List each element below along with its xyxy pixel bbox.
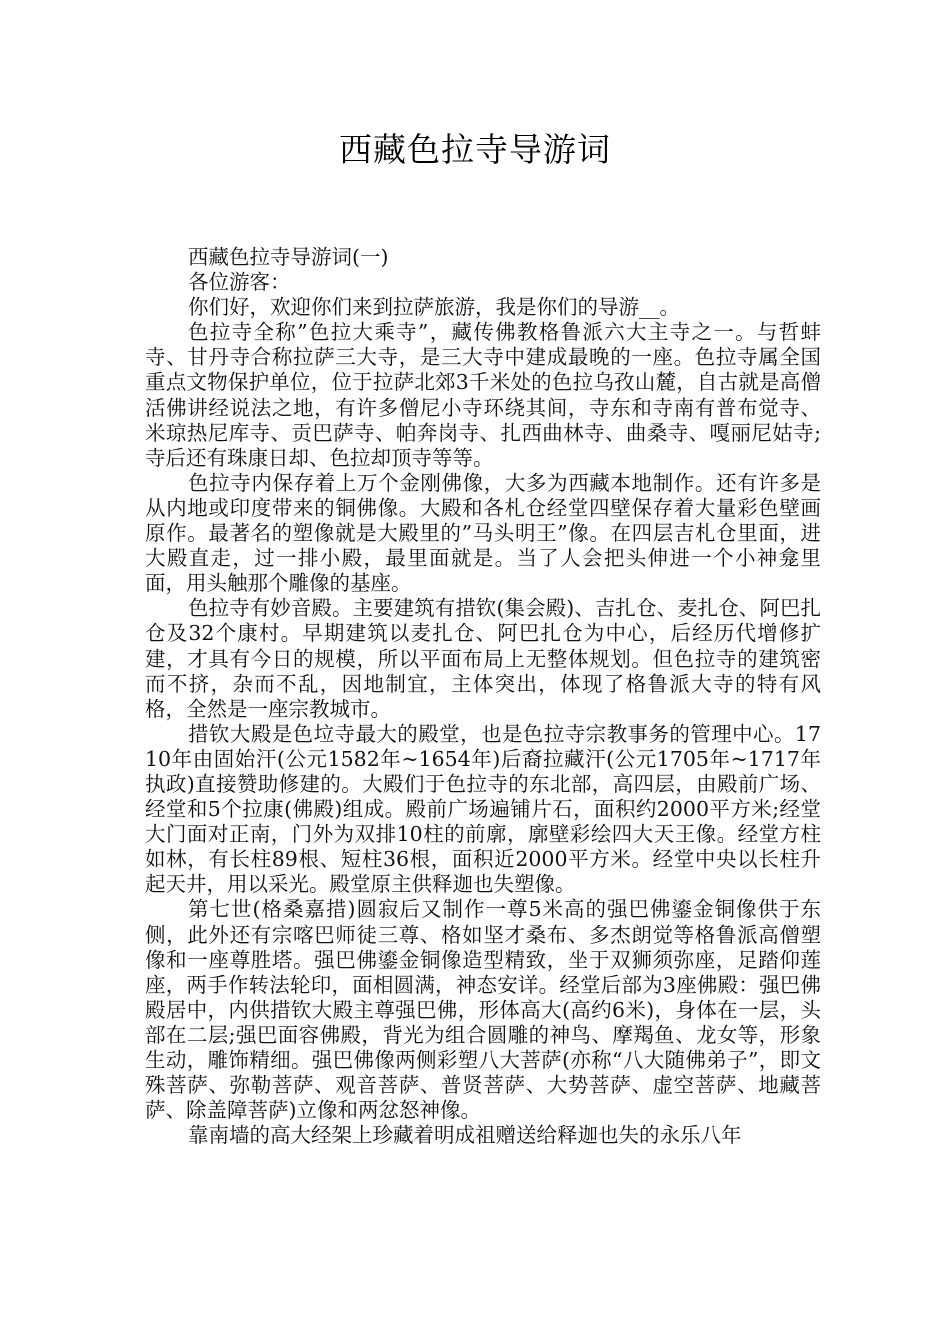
document-body bbox=[145, 245, 821, 1148]
document-title: 西藏色拉寺导游词 bbox=[339, 130, 611, 169]
paragraph: 西藏色拉寺导游词(一) bbox=[188, 245, 389, 269]
paragraph: 色拉寺全称”色拉大乘寺”，藏传佛教格鲁派六大主寺之一。与哲蚌寺、甘丹寺合称拉萨三大寺，是三大寺中建成最晚的一座。色拉寺属全国重点文物保护单位，位于拉萨北郊3千米处的色拉乌孜山麓，自古就是高僧活佛讲经说法之地，有许多僧尼小寺环绕其间，寺东和寺南有普布觉寺、米琼热尼库寺、贡巴萨寺、帕奔岗寺、扎西曲林寺、曲桑寺、嘎丽尼姑寺;寺后还有珠康日却、色拉却顶寺等等。 bbox=[145, 320, 821, 470]
paragraph: 各位游客： bbox=[188, 270, 291, 295]
paragraph: 色拉寺内保存着上万个金刚佛像，大多为西藏本地制作。还有许多是从内地或印度带来的铜佛像。大殿和各札仓经堂四壁保存着大量彩色壁画原作。最著名的塑像就是大殿里的”马头明王”像。在四层吉札仓里面，进大殿直走，过一排小殿，最里面就是。当了人会把头伸进一个小神龛里面，用头触那个雕像的基座。 bbox=[145, 470, 821, 596]
paragraph: 色拉寺有妙音殿。主要建筑有措钦(集会殿)、吉扎仓、麦扎仓、阿巴扎仓及32个康村。早期建筑以麦扎仓、阿巴扎仓为中心，后经历代增修扩建，才具有今日的规模，所以平面布局上无整体规划。但色拉寺的建筑密而不挤，杂而不乱，因地制宜，主体突出，体现了格鲁派大寺的特有风格，全然是一座宗教城市。 bbox=[145, 596, 821, 721]
paragraph: 第七世(格桑嘉措)圆寂后又制作一尊5米高的强巴佛鎏金铜像供于东侧，此外还有宗喀巴师徒三尊、格如坚才桑布、多杰朗觉等格鲁派高僧塑像和一座尊胜塔。强巴佛鎏金铜像造型精致，坐于双狮须弥座，足踏仰莲座，两手作转法轮印，面相圆满，神态安详。经堂后部为3座佛殿：强巴佛殿居中，内供措钦大殿主尊强巴佛，形体高大(高约6米)，身体在一层，头部在二层;强巴面容佛殿，背光为组合圆雕的神鸟、摩羯鱼、龙女等，形象生动，雕饰精细。强巴佛像两侧彩塑八大菩萨(亦称“八大随佛弟子”，即文殊菩萨、弥勒菩萨、观音菩萨、普贤菩萨、大势菩萨、虚空菩萨、地藏菩萨、除盖障菩萨)立像和两忿怒神像。 bbox=[145, 897, 821, 1123]
paragraph: 措钦大殿是色垃寺最大的殿堂，也是色拉寺宗教事务的管理中心。1710年由固始汗(公元1582年~1654年)后裔拉藏汗(公元1705年~1717年执政)直接赞助修建的。大殿们于色拉寺的东北部，高四层，由殿前广场、经堂和5个拉康(佛殿)组成。殿前广场遍铺片石，面积约2000平方米;经堂大门面对正南，门外为双排10柱的前廓，廓壁彩绘四大天王像。经堂方柱如林，有长柱89根、短柱36根，面积近2000平方米。经堂中央以长柱升起天井，用以采光。殿堂原主供释迦也失塑像。 bbox=[145, 721, 821, 897]
paragraph: 你们好，欢迎你们来到拉萨旅游，我是你们的导游__。 bbox=[188, 295, 681, 320]
paragraph: 靠南墙的高大经架上珍藏着明成祖赠送给释迦也失的永乐八年 bbox=[188, 1123, 742, 1148]
